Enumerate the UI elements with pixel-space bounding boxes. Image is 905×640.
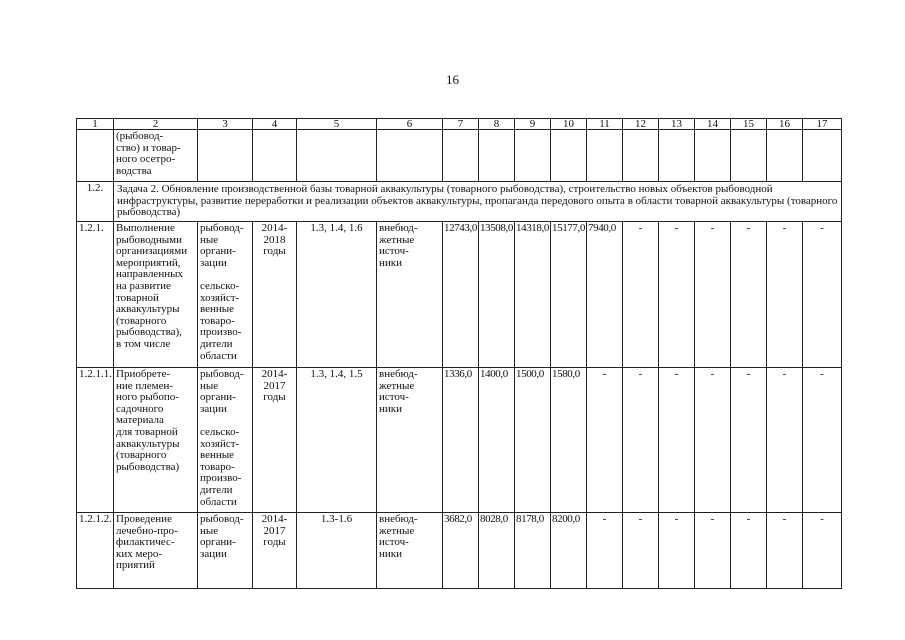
value-cell: 12743,0 [443, 222, 479, 368]
empty-cell [623, 130, 659, 182]
row-number: 1.2.1.1. [77, 368, 114, 513]
value-cell: - [695, 513, 731, 589]
header-cell: 15 [731, 119, 767, 130]
value-cell: - [695, 222, 731, 368]
empty-cell [377, 130, 443, 182]
value-cell: 13508,0 [479, 222, 515, 368]
value-cell: - [659, 368, 695, 513]
value-cell: - [803, 513, 842, 589]
value-cell: - [731, 513, 767, 589]
header-cell: 13 [659, 119, 695, 130]
value-cell: - [731, 368, 767, 513]
header-cell: 8 [479, 119, 515, 130]
empty-cell [803, 130, 842, 182]
value-cell: 3682,0 [443, 513, 479, 589]
value-cell: - [659, 222, 695, 368]
row-number: 1.2. [77, 182, 114, 222]
indicators: 1.3-1.6 [297, 513, 377, 589]
empty-cell [77, 130, 114, 182]
row-name: (рыбовод- ство) и товар- ного осетро- водства [114, 130, 198, 182]
funding-source: внебюд- жетные источ- ники [377, 368, 443, 513]
value-cell: - [767, 368, 803, 513]
empty-cell [198, 130, 253, 182]
header-cell: 12 [623, 119, 659, 130]
period: 2014- 2018 годы [253, 222, 297, 368]
value-cell: - [695, 368, 731, 513]
row-name: Выполнение рыбоводными организациями мероприятий, направленных на развитие товарной аквакультуры (товарного рыбоводства), в том числе [114, 222, 198, 368]
row-name: Проведение лечебно-про- филактичес- ких меро- приятий [114, 513, 198, 589]
empty-cell [443, 130, 479, 182]
empty-cell [253, 130, 297, 182]
header-cell: 6 [377, 119, 443, 130]
value-cell: - [587, 513, 623, 589]
empty-cell [767, 130, 803, 182]
value-cell: - [587, 368, 623, 513]
empty-cell [479, 130, 515, 182]
task-description: Задача 2. Обновление производственной базы товарной аквакультуры (товарного рыбоводства), строительство новых объектов рыбоводной инфраструктуры, развитие переработки и реализации объектов аквакультуры, пропаганда передового опыта в области товарной аквакультуры (товарного рыбоводства) [114, 182, 842, 222]
table-row [77, 222, 842, 368]
empty-cell [587, 130, 623, 182]
empty-cell [515, 130, 551, 182]
header-cell: 7 [443, 119, 479, 130]
value-cell: 8178,0 [515, 513, 551, 589]
header-cell: 16 [767, 119, 803, 130]
value-cell: 8028,0 [479, 513, 515, 589]
funding-source: внебюд- жетные источ- ники [377, 513, 443, 589]
value-cell: 7940,0 [587, 222, 623, 368]
value-cell: - [623, 222, 659, 368]
period: 2014- 2017 годы [253, 513, 297, 589]
funding-source: внебюд- жетные источ- ники [377, 222, 443, 368]
executor: рыбовод- ные органи- зации [198, 513, 253, 589]
value-cell: 15177,0 [551, 222, 587, 368]
page-number: 16 [446, 72, 459, 87]
period: 2014- 2017 годы [253, 368, 297, 513]
header-cell: 17 [803, 119, 842, 130]
row-number: 1.2.1. [77, 222, 114, 368]
header-cell: 11 [587, 119, 623, 130]
header-cell: 3 [198, 119, 253, 130]
value-cell: 1336,0 [443, 368, 479, 513]
indicators: 1.3, 1.4, 1.6 [297, 222, 377, 368]
empty-cell [551, 130, 587, 182]
empty-cell [659, 130, 695, 182]
value-cell: - [767, 513, 803, 589]
row-number: 1.2.1.2. [77, 513, 114, 589]
header-cell: 14 [695, 119, 731, 130]
value-cell: - [623, 368, 659, 513]
header-cell: 1 [77, 119, 114, 130]
executor: рыбовод- ные органи- зации сельско- хозяйст- венные товаро- произво- дители области [198, 222, 253, 368]
header-cell: 5 [297, 119, 377, 130]
header-cell: 2 [114, 119, 198, 130]
header-cell: 4 [253, 119, 297, 130]
empty-cell [695, 130, 731, 182]
value-cell: - [767, 222, 803, 368]
program-table [76, 118, 842, 589]
table-row [77, 513, 842, 589]
value-cell: - [623, 513, 659, 589]
value-cell: - [803, 222, 842, 368]
header-cell: 9 [515, 119, 551, 130]
value-cell: - [659, 513, 695, 589]
value-cell: 1500,0 [515, 368, 551, 513]
task-row [77, 182, 842, 222]
value-cell: 1580,0 [551, 368, 587, 513]
indicators: 1.3, 1.4, 1.5 [297, 368, 377, 513]
table-row [77, 368, 842, 513]
value-cell: 14318,0 [515, 222, 551, 368]
empty-cell [297, 130, 377, 182]
header-cell: 10 [551, 119, 587, 130]
continuation-row [77, 130, 842, 182]
value-cell: - [803, 368, 842, 513]
empty-cell [731, 130, 767, 182]
header-row [77, 119, 842, 130]
row-name: Приобрете- ние племен- ного рыбопо- садочного материала для товарной аквакультуры (товарного рыбоводства) [114, 368, 198, 513]
executor: рыбовод- ные органи- зации сельско- хозяйст- венные товаро- произво- дители области [198, 368, 253, 513]
value-cell: - [731, 222, 767, 368]
value-cell: 8200,0 [551, 513, 587, 589]
value-cell: 1400,0 [479, 368, 515, 513]
